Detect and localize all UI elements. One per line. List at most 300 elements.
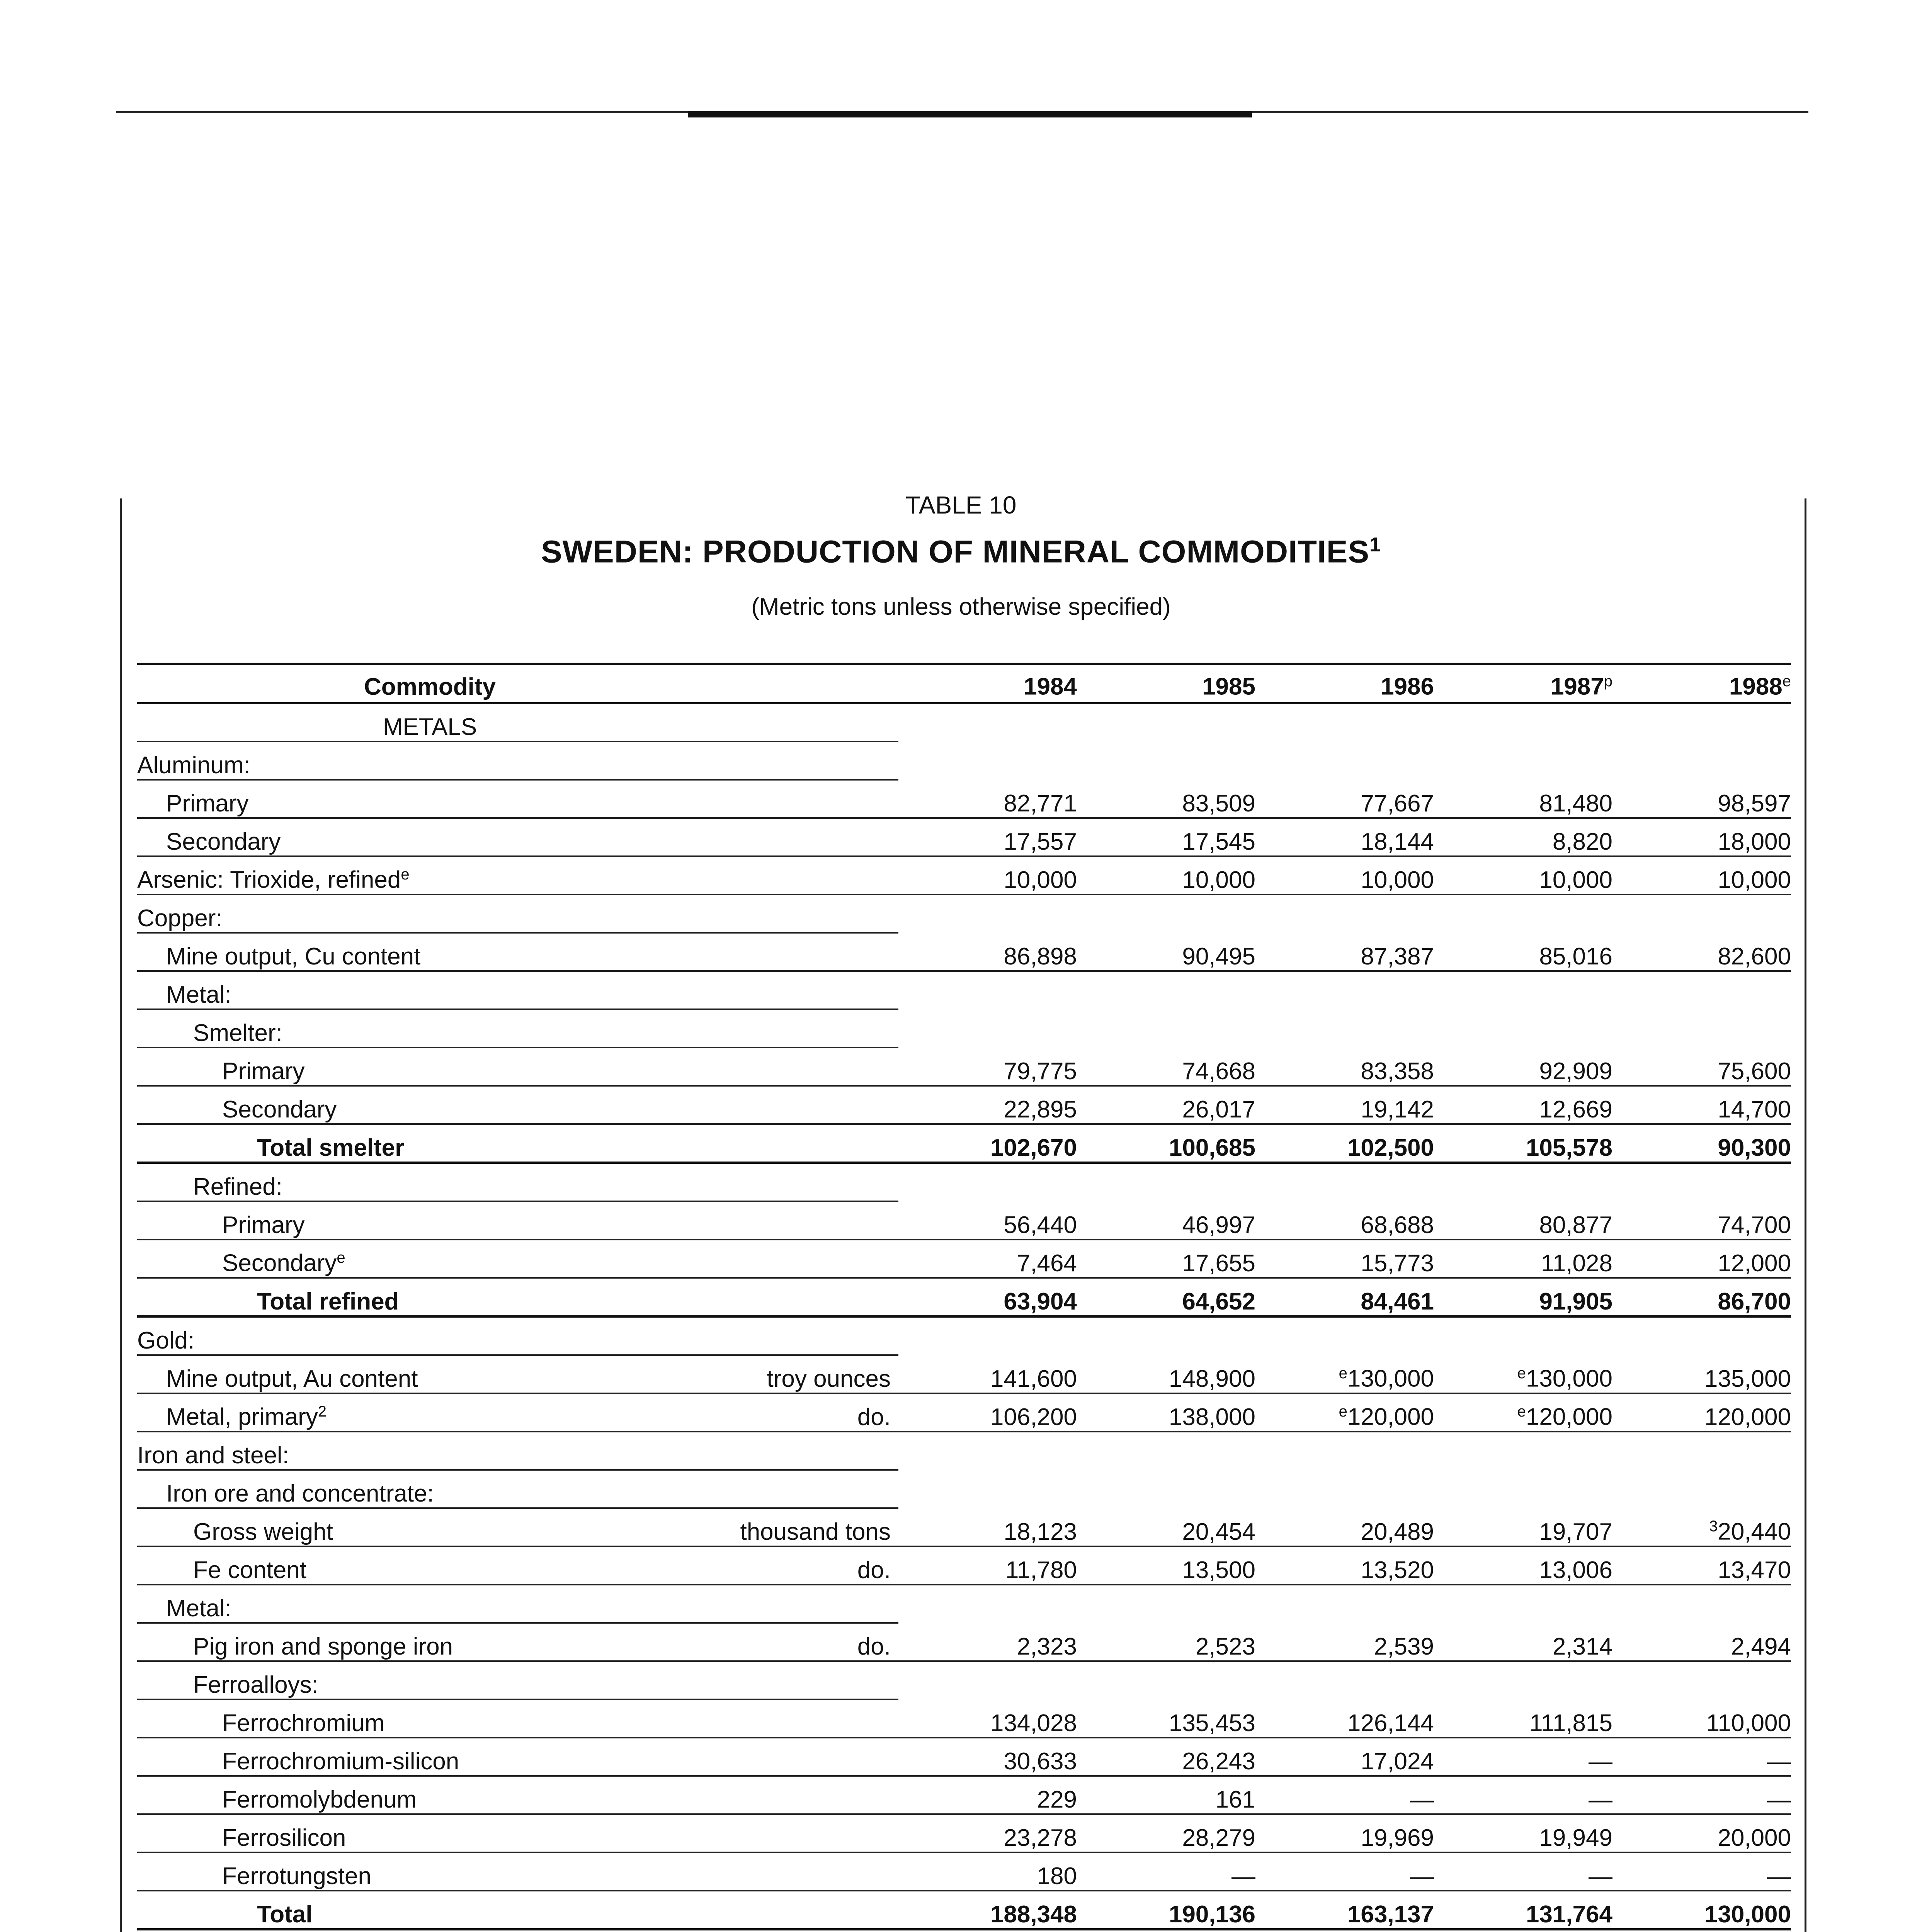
commodity-cell — [137, 1201, 723, 1240]
value-cell — [1077, 1432, 1255, 1470]
value-cell — [1255, 703, 1434, 742]
value-text: 163,137 — [1347, 1901, 1434, 1928]
value-cell — [1255, 1124, 1434, 1163]
value-cell — [898, 856, 1077, 895]
value-cell — [1612, 1814, 1791, 1852]
unit-cell — [723, 1009, 898, 1048]
value-cell — [1612, 1009, 1791, 1048]
value-cell — [1434, 1661, 1612, 1699]
value-text: 20,454 — [1182, 1519, 1255, 1545]
commodity-label: Mine output, Cu content — [166, 943, 421, 970]
table-row — [137, 1201, 1791, 1240]
value-cell — [898, 1699, 1077, 1738]
commodity-cell — [137, 1048, 723, 1086]
value-cell — [1255, 1661, 1434, 1699]
value-text: 135,453 — [1169, 1710, 1255, 1736]
value-cell — [1612, 1891, 1791, 1929]
value-text: 190,136 — [1169, 1901, 1255, 1928]
group-heading-row — [137, 1470, 1791, 1508]
estimate-marker: e — [1517, 1403, 1526, 1420]
value-cell — [1255, 1163, 1434, 1201]
value-cell — [1255, 1355, 1434, 1393]
commodity-label: Primary — [222, 1212, 305, 1238]
value-cell — [1434, 742, 1612, 780]
value-text: — — [1589, 1748, 1612, 1775]
value-cell — [898, 703, 1077, 742]
value-cell — [1612, 1048, 1791, 1086]
value-cell — [1255, 1278, 1434, 1316]
value-cell — [1434, 1891, 1612, 1929]
value-text: 120,000 — [1704, 1404, 1791, 1430]
value-cell — [1077, 742, 1255, 780]
value-text: 102,500 — [1347, 1134, 1434, 1161]
value-cell — [898, 1623, 1077, 1661]
value-text: 86,898 — [1004, 943, 1077, 970]
value-cell — [1434, 780, 1612, 818]
value-text: 106,200 — [990, 1404, 1077, 1430]
value-cell — [1612, 1393, 1791, 1432]
table-title — [0, 533, 1922, 570]
value-text: 64,652 — [1182, 1288, 1255, 1315]
commodity-label: Pig iron and sponge iron — [193, 1633, 453, 1660]
value-text: 20,489 — [1361, 1519, 1434, 1545]
value-cell — [1077, 933, 1255, 971]
value-cell — [1255, 1738, 1434, 1776]
value-cell — [898, 1661, 1077, 1699]
value-text: 13,520 — [1361, 1557, 1434, 1583]
value-cell — [1255, 1891, 1434, 1929]
unit-cell — [723, 1814, 898, 1852]
total-row — [137, 1124, 1791, 1163]
group-heading-row — [137, 971, 1791, 1009]
value-cell — [898, 895, 1077, 933]
value-text: — — [1410, 1863, 1434, 1889]
value-cell — [1077, 1699, 1255, 1738]
table-row — [137, 1086, 1791, 1124]
unit-cell — [723, 1852, 898, 1891]
value-text: 90,495 — [1182, 943, 1255, 970]
commodity-label: Iron and steel: — [137, 1442, 289, 1469]
value-text: 84,461 — [1361, 1288, 1434, 1315]
value-cell — [1255, 1852, 1434, 1891]
header-year-1988: 1988e — [1612, 664, 1791, 703]
value-cell — [1434, 1240, 1612, 1278]
value-cell — [1434, 1814, 1612, 1852]
value-text: 74,668 — [1182, 1058, 1255, 1085]
value-text: 81,480 — [1539, 790, 1612, 817]
value-cell — [1255, 1814, 1434, 1852]
value-cell — [898, 1201, 1077, 1240]
group-heading-row — [137, 742, 1791, 780]
value-cell — [1077, 1316, 1255, 1355]
value-text: 18,123 — [1004, 1519, 1077, 1545]
value-text: 15,773 — [1361, 1250, 1434, 1277]
value-cell — [1077, 1355, 1255, 1393]
value-cell — [1255, 1623, 1434, 1661]
commodity-cell — [137, 1240, 723, 1278]
value-cell — [1077, 1738, 1255, 1776]
value-text: 141,600 — [990, 1366, 1077, 1392]
commodity-cell — [137, 1393, 723, 1432]
value-cell — [1434, 1623, 1612, 1661]
unit-cell — [723, 895, 898, 933]
commodity-label: Aluminum: — [137, 752, 250, 779]
value-text: 20,440 — [1718, 1519, 1791, 1545]
commodity-cell — [137, 1163, 723, 1201]
value-cell — [1434, 1738, 1612, 1776]
value-cell — [1612, 703, 1791, 742]
table-row — [137, 1738, 1791, 1776]
commodity-cell — [137, 1661, 723, 1699]
value-text: 90,300 — [1718, 1134, 1791, 1161]
value-text: 2,323 — [1017, 1633, 1077, 1660]
value-text: — — [1767, 1748, 1791, 1775]
value-cell — [1612, 1546, 1791, 1585]
table-row — [137, 1508, 1791, 1546]
commodity-label: Smelter: — [193, 1020, 282, 1046]
value-text: 10,000 — [1361, 867, 1434, 893]
commodity-label: Metal: — [166, 981, 231, 1008]
value-cell — [1612, 742, 1791, 780]
value-cell — [1077, 1048, 1255, 1086]
value-cell — [1077, 1585, 1255, 1623]
value-cell — [1434, 1585, 1612, 1623]
value-text: 105,578 — [1526, 1134, 1612, 1161]
value-cell — [898, 1278, 1077, 1316]
commodity-label: Iron ore and concentrate: — [166, 1480, 434, 1507]
value-cell — [1255, 895, 1434, 933]
value-text: 80,877 — [1539, 1212, 1612, 1238]
value-text: 126,144 — [1347, 1710, 1434, 1736]
value-text: 17,024 — [1361, 1748, 1434, 1775]
table-row — [137, 1852, 1791, 1891]
commodity-label: Gross weight — [193, 1519, 333, 1545]
value-text: 134,028 — [990, 1710, 1077, 1736]
commodity-cell — [137, 895, 723, 933]
estimate-marker: e — [1517, 1365, 1526, 1382]
commodity-label: Total — [257, 1901, 313, 1928]
value-cell — [1434, 1852, 1612, 1891]
table-row — [137, 1240, 1791, 1278]
value-cell — [1077, 856, 1255, 895]
footnote-marker: e — [337, 1249, 345, 1267]
value-cell — [1077, 1009, 1255, 1048]
value-text: 56,440 — [1004, 1212, 1077, 1238]
value-text: 13,470 — [1718, 1557, 1791, 1583]
value-text: 10,000 — [1539, 867, 1612, 893]
value-cell — [1434, 1929, 1612, 1932]
value-cell — [1077, 1623, 1255, 1661]
value-cell — [1255, 742, 1434, 780]
value-cell — [898, 1432, 1077, 1470]
value-text: 26,017 — [1182, 1096, 1255, 1123]
value-cell — [1434, 933, 1612, 971]
commodity-cell — [137, 1470, 723, 1508]
unit-cell — [723, 1048, 898, 1086]
header-unit — [723, 664, 898, 703]
table-row — [137, 856, 1791, 895]
value-text: 17,545 — [1182, 828, 1255, 855]
value-cell — [898, 1546, 1077, 1585]
table-header-row — [137, 664, 1791, 703]
commodity-label: Primary — [166, 790, 249, 817]
value-text: 10,000 — [1718, 867, 1791, 893]
unit-cell — [723, 856, 898, 895]
commodity-cell — [137, 703, 723, 742]
group-heading-row — [137, 1432, 1791, 1470]
header-commodity: Commodity — [137, 664, 723, 703]
table-subtitle: (Metric tons unless otherwise specified) — [751, 594, 1171, 620]
value-cell — [1077, 1278, 1255, 1316]
commodity-cell — [137, 742, 723, 780]
value-text: 10,000 — [1182, 867, 1255, 893]
value-cell — [1612, 1738, 1791, 1776]
unit-cell — [723, 780, 898, 818]
estimate-marker: e — [1339, 1403, 1347, 1420]
right-margin-rule — [1805, 498, 1806, 1932]
value-text: 17,655 — [1182, 1250, 1255, 1277]
value-cell — [1434, 1201, 1612, 1240]
value-cell — [1434, 971, 1612, 1009]
value-text: 2,314 — [1552, 1633, 1612, 1660]
value-cell — [1077, 895, 1255, 933]
value-cell — [1255, 1776, 1434, 1814]
commodity-label: Gold: — [137, 1327, 195, 1354]
header-year-1986: 1986 — [1255, 664, 1434, 703]
value-text: 77,667 — [1361, 790, 1434, 817]
commodity-label: Arsenic: Trioxide, refined — [137, 867, 401, 893]
value-text: 14,700 — [1718, 1096, 1791, 1123]
value-cell — [898, 780, 1077, 818]
unit-cell — [723, 1776, 898, 1814]
value-cell — [1434, 1546, 1612, 1585]
unit-cell — [723, 1163, 898, 1201]
header-year-1985: 1985 — [1077, 664, 1255, 703]
commodity-cell — [137, 856, 723, 895]
group-heading-row — [137, 1661, 1791, 1699]
value-text: 2,523 — [1195, 1633, 1255, 1660]
table-row — [137, 1814, 1791, 1852]
left-margin-rule — [120, 498, 122, 1932]
value-cell — [1612, 1852, 1791, 1891]
value-cell — [1612, 1929, 1791, 1932]
value-cell — [1077, 1393, 1255, 1432]
value-text: 18,144 — [1361, 828, 1434, 855]
value-text: 161 — [1215, 1786, 1255, 1813]
value-cell — [1077, 1814, 1255, 1852]
value-text: 110,000 — [1706, 1710, 1791, 1736]
unit-cell: troy ounces — [723, 1355, 898, 1393]
value-text: 130,000 — [1704, 1901, 1791, 1928]
value-cell — [1612, 780, 1791, 818]
commodity-label: METALS — [383, 714, 477, 740]
unit-cell — [723, 971, 898, 1009]
unit-cell — [723, 1699, 898, 1738]
value-text: 148,900 — [1169, 1366, 1255, 1392]
group-heading-row — [137, 1316, 1791, 1355]
value-text: 2,494 — [1731, 1633, 1791, 1660]
value-cell — [1612, 1316, 1791, 1355]
unit-cell — [723, 742, 898, 780]
commodity-label: Secondary — [222, 1096, 337, 1123]
value-text: 120,000 — [1526, 1404, 1612, 1430]
value-cell — [1434, 703, 1612, 742]
value-cell — [1255, 1009, 1434, 1048]
unit-cell: do. — [723, 1623, 898, 1661]
total-row — [137, 1891, 1791, 1929]
unit-cell — [723, 1316, 898, 1355]
value-text: 74,700 — [1718, 1212, 1791, 1238]
value-cell — [1255, 971, 1434, 1009]
value-cell — [1255, 1585, 1434, 1623]
value-text: 130,000 — [1347, 1366, 1434, 1392]
commodity-cell — [137, 1738, 723, 1776]
unit-cell — [723, 1891, 898, 1929]
value-cell — [1077, 1201, 1255, 1240]
value-cell — [1434, 1009, 1612, 1048]
value-cell — [898, 1124, 1077, 1163]
table-row — [137, 1776, 1791, 1814]
table-label: TABLE 10 — [905, 491, 1017, 519]
commodity-cell — [137, 1852, 723, 1891]
group-heading-row — [137, 1585, 1791, 1623]
unit-cell: do. — [723, 1546, 898, 1585]
unit-cell — [723, 1470, 898, 1508]
value-text: 82,600 — [1718, 943, 1791, 970]
value-cell — [898, 1470, 1077, 1508]
commodity-cell — [137, 1086, 723, 1124]
unit-cell — [723, 1201, 898, 1240]
value-cell — [1434, 1393, 1612, 1432]
value-cell — [898, 1508, 1077, 1546]
value-cell — [898, 1585, 1077, 1623]
value-text: 100,685 — [1169, 1134, 1255, 1161]
value-cell — [1434, 1432, 1612, 1470]
value-cell — [898, 933, 1077, 971]
commodity-cell — [137, 1623, 723, 1661]
table-body — [137, 703, 1791, 1932]
value-text: 19,969 — [1361, 1825, 1434, 1851]
table-row — [137, 1699, 1791, 1738]
value-cell — [1612, 1201, 1791, 1240]
value-cell — [1077, 971, 1255, 1009]
value-text: 13,006 — [1539, 1557, 1612, 1583]
value-text: 17,557 — [1004, 828, 1077, 855]
value-text: 11,028 — [1541, 1250, 1612, 1277]
commodity-label: Ferrosilicon — [222, 1825, 346, 1851]
value-text: 135,000 — [1704, 1366, 1791, 1392]
value-cell — [1612, 1585, 1791, 1623]
commodity-label: Metal, primary — [166, 1404, 318, 1430]
value-text: 30,633 — [1004, 1748, 1077, 1775]
commodity-cell — [137, 1814, 723, 1852]
value-text: 130,000 — [1526, 1366, 1612, 1392]
commodity-cell — [137, 1009, 723, 1048]
value-cell — [898, 1009, 1077, 1048]
value-cell — [1612, 1432, 1791, 1470]
value-cell — [1077, 780, 1255, 818]
table-row — [137, 780, 1791, 818]
value-cell — [898, 1738, 1077, 1776]
estimate-marker: e — [1339, 1365, 1347, 1382]
value-text: 83,358 — [1361, 1058, 1434, 1085]
value-text: 91,905 — [1539, 1288, 1612, 1315]
commodity-cell — [137, 1316, 723, 1355]
group-heading-row — [137, 1163, 1791, 1201]
value-text: 10,000 — [1004, 867, 1077, 893]
value-text: 12,669 — [1539, 1096, 1612, 1123]
commodity-label: Total smelter — [257, 1134, 405, 1161]
value-cell — [1434, 1163, 1612, 1201]
unit-cell — [723, 818, 898, 856]
commodity-cell — [137, 1891, 723, 1929]
value-cell — [1434, 1316, 1612, 1355]
value-cell — [1255, 818, 1434, 856]
value-cell — [898, 1814, 1077, 1852]
top-rule-accent — [688, 111, 1252, 117]
value-cell — [1077, 703, 1255, 742]
value-cell — [1434, 1508, 1612, 1546]
value-text: 11,780 — [1005, 1557, 1077, 1583]
group-heading-row — [137, 895, 1791, 933]
commodity-cell — [137, 780, 723, 818]
value-cell — [1434, 1470, 1612, 1508]
value-cell — [1077, 1086, 1255, 1124]
value-cell — [1255, 856, 1434, 895]
value-cell — [1077, 1891, 1255, 1929]
value-cell — [898, 1086, 1077, 1124]
commodity-label: Copper: — [137, 905, 223, 932]
commodity-cell — [137, 933, 723, 971]
value-text: — — [1589, 1863, 1612, 1889]
value-cell — [1255, 1432, 1434, 1470]
value-cell — [1612, 895, 1791, 933]
value-cell — [1612, 971, 1791, 1009]
commodity-label: Ferrotungsten — [222, 1863, 371, 1889]
value-cell — [1077, 1852, 1255, 1891]
value-cell — [1077, 818, 1255, 856]
value-text: 79,775 — [1004, 1058, 1077, 1085]
table-row — [137, 1393, 1791, 1432]
value-cell — [1255, 780, 1434, 818]
commodity-label: Ferroalloys: — [193, 1672, 318, 1698]
unit-cell: thousand tons — [723, 1508, 898, 1546]
value-cell — [898, 1929, 1077, 1932]
commodity-cell — [137, 1546, 723, 1585]
value-cell — [1255, 1699, 1434, 1738]
value-cell — [1077, 1546, 1255, 1585]
value-text: 92,909 — [1539, 1058, 1612, 1085]
value-cell — [1612, 1699, 1791, 1738]
value-cell — [1612, 818, 1791, 856]
value-cell — [1612, 1623, 1791, 1661]
group-heading-row — [137, 1009, 1791, 1048]
value-cell — [1612, 856, 1791, 895]
value-cell — [898, 1891, 1077, 1929]
unit-cell — [723, 1929, 898, 1932]
unit-cell — [723, 1738, 898, 1776]
value-cell — [1612, 1163, 1791, 1201]
value-text: 23,278 — [1004, 1825, 1077, 1851]
table-row — [137, 1546, 1791, 1585]
commodity-label: Fe content — [193, 1557, 306, 1583]
value-cell — [898, 1355, 1077, 1393]
value-cell — [1077, 1124, 1255, 1163]
value-cell — [1255, 1048, 1434, 1086]
value-cell — [1612, 1508, 1791, 1546]
value-cell — [1077, 1776, 1255, 1814]
value-text: 85,016 — [1539, 943, 1612, 970]
